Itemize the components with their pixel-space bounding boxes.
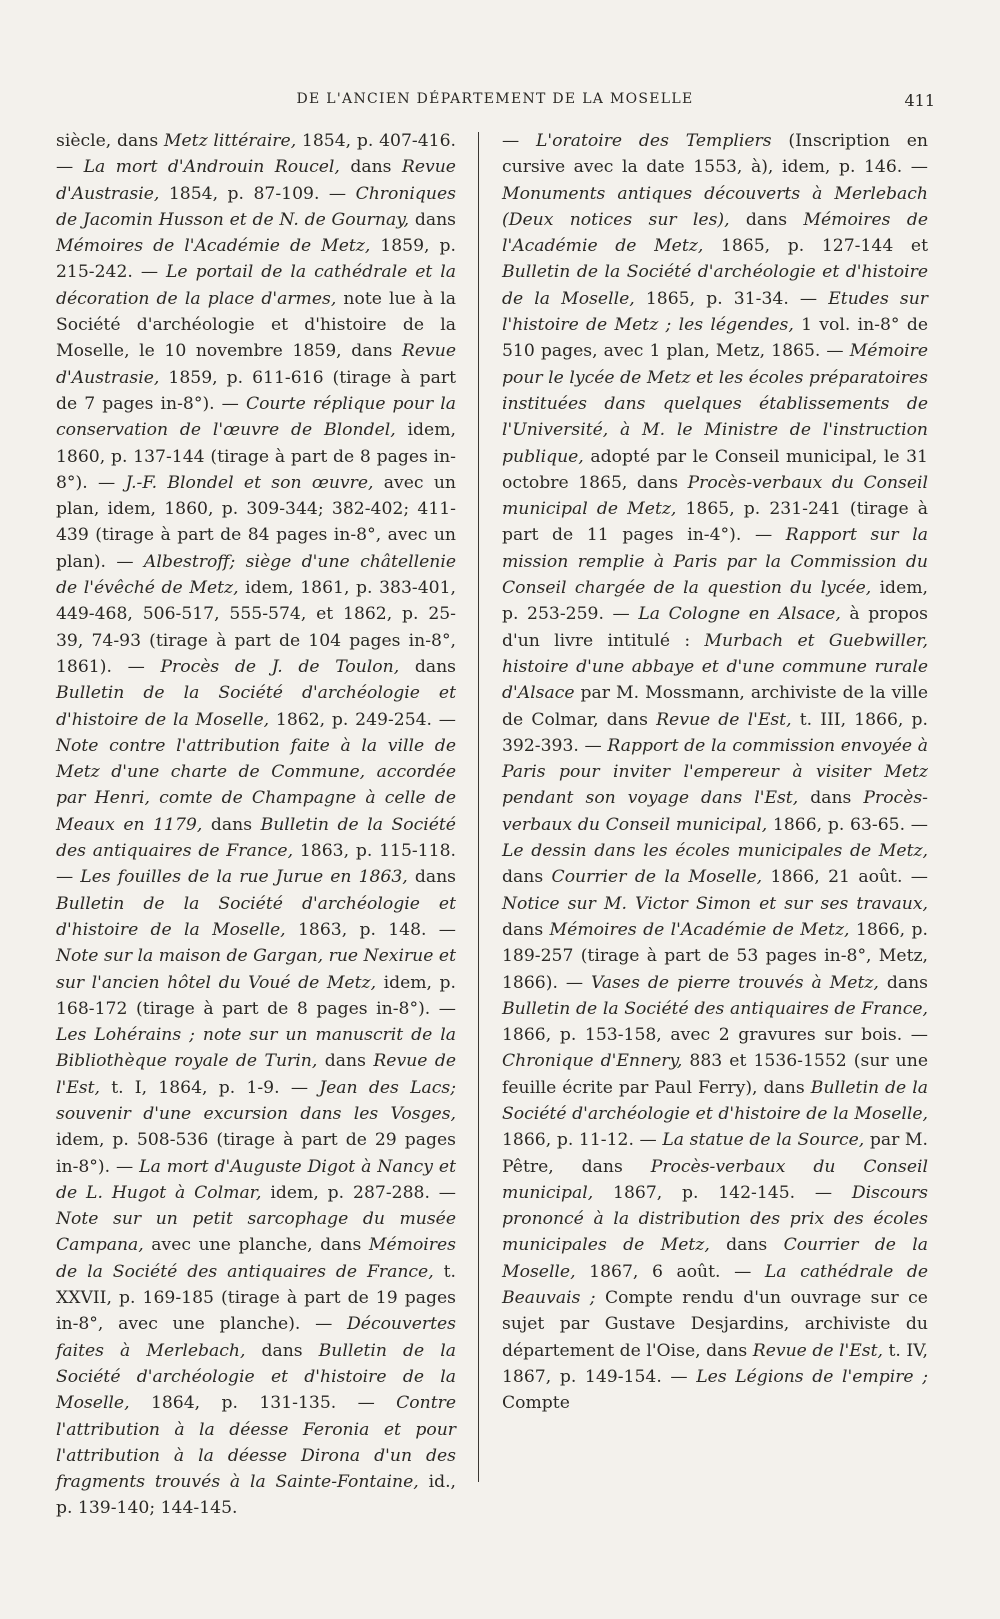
italic-run: Discours prononcé à la distribution des prix des écoles municipales de Metz, [502, 1182, 928, 1256]
text-run: (Inscription en cursive avec la date 1553, à), idem, p. 146. — [502, 131, 929, 178]
italic-run: Bulletin de la Société d'archéologie et d'histoire de la Moselle, [56, 1340, 456, 1414]
text-run: par M. Pêtre, dans [502, 1130, 928, 1177]
text-run: t. I, 1864, p. 1-9. — [99, 1077, 320, 1098]
italic-run: Monuments antiques découverts à Merlebach (Deux notices sur les), [502, 183, 928, 230]
text-run: 1854, p. 87-109. — [159, 183, 356, 204]
text-run: dans [407, 867, 457, 888]
italic-run: Courrier de la Moselle, [502, 1235, 928, 1282]
text-run: dans [878, 972, 928, 993]
italic-run: Procès de J. de Toulon, [160, 656, 400, 677]
text-run: t. XXVII, p. 169-185 (tirage à part de 19 pages in-8°, avec une planche). — [56, 1261, 456, 1335]
italic-run: La cathédrale de Beauvais ; [502, 1261, 928, 1309]
italic-run: Bulletin de la Société d'archéologie et d'histoire de la Moselle, [502, 262, 928, 309]
italic-run: L'oratoire des Templiers [536, 131, 772, 151]
text-run: 1862, p. 249-254. — [269, 709, 456, 730]
text-run: 1865, p. 31-34. — [634, 288, 829, 309]
italic-run: Bulletin de la Société d'archéologie et d'histoire de la Moselle, [502, 1077, 928, 1124]
text-run: dans [502, 919, 550, 940]
right-column [502, 128, 928, 1417]
italic-run: Bulletin de la Société des antiquaires de France, [56, 814, 456, 862]
page-header [55, 91, 935, 115]
italic-run: Note sur un petit sarcophage du musée Campana, [56, 1209, 456, 1256]
italic-run: Chroniques de Jacomin Husson et de N. de Gournay, [56, 183, 456, 230]
italic-run: La Cologne en Alsace, [638, 604, 841, 625]
text-run: dans [409, 209, 457, 230]
text-run: 1866, 21 août. — [762, 867, 928, 888]
text-run: dans [502, 867, 552, 888]
text-run: Compte [502, 1393, 570, 1414]
italic-run: Le dessin dans les écoles municipales de Metz, [502, 841, 928, 862]
italic-run: Notice sur M. Victor Simon et sur ses travaux, [502, 893, 928, 914]
italic-run: Albestroff; siège d'une châtellenie de l'évêché de Metz, [56, 551, 456, 599]
text-run: idem, p. 508-536 (tirage à part de 29 pages in-8°). — [56, 1130, 456, 1177]
italic-run: Procès-verbaux du Conseil municipal de Metz, [502, 472, 928, 520]
text-run: dans [245, 1340, 319, 1361]
right-column-text [502, 128, 928, 1417]
italic-run: Metz littéraire, [163, 131, 297, 151]
italic-run: La statue de la Source, [662, 1130, 865, 1151]
italic-run: Courte réplique pour la conservation de l'œuvre de Blondel, [56, 393, 456, 441]
italic-run: Note sur la maison de Gargan, rue Nexirue et sur l'ancien hôtel du Voué de Metz, [56, 946, 456, 993]
text-run: dans [317, 1051, 374, 1072]
text-run: idem, p. 168-172 (tirage à part de 8 pages in-8°). — [56, 972, 457, 1019]
italic-run: Découvertes faites à Merlebach, [56, 1314, 456, 1361]
text-run: par M. Mossmann, archiviste de la ville de Colmar, dans [502, 683, 928, 730]
italic-run: Mémoire pour le lycée de Metz et les écoles préparatoires instituées dans quelques établissements de l'Université, à M. le Ministre de l'instruction publique, [502, 341, 928, 467]
text-run: Compte rendu d'un ouvrage sur ce sujet par Gustave Desjardins, archiviste du département de l'Oise, dans [502, 1288, 928, 1361]
text-run: 1863, p. 115-118. — [56, 841, 456, 888]
italic-run: Rapport sur la mission remplie à Paris par la Commission du Conseil chargée de la question du lycée, [502, 525, 928, 599]
text-run: idem, 1861, p. 383-401, 449-468, 506-517, 555-574, et 1862, p. 25-39, 74-93 (tirage à part de 104 pages in-8°, 1861). — [56, 578, 457, 677]
italic-run: La mort d'Auguste Digot à Nancy et de L. Hugot à Colmar, [56, 1156, 456, 1203]
text-run: 1859, p. 215-242. — [56, 236, 456, 283]
text-run: 1854, p. 407-416. — [56, 131, 456, 178]
italic-run: Vases de pierre trouvés à Metz, [591, 972, 879, 993]
italic-run: La mort d'Androuin Roucel, [83, 157, 340, 178]
left-column [56, 128, 456, 1522]
italic-run: Jean des Lacs; souvenir d'une excursion dans les Vosges, [56, 1077, 456, 1124]
text-run: dans [798, 788, 864, 809]
text-run: siècle, dans [56, 131, 164, 151]
text-run: dans [399, 656, 457, 677]
text-run: dans [709, 1235, 784, 1256]
text-run: 1867, 6 août. — [575, 1261, 765, 1282]
italic-run: Chronique d'Ennery, [502, 1051, 683, 1072]
italic-run: Revue d'Austrasie, [56, 157, 456, 204]
text-run: dans [339, 157, 402, 178]
text-run: à propos d'un livre intitulé : [502, 604, 928, 651]
italic-run: Revue de l'Est, [656, 709, 792, 730]
text-run: 1865, p. 127-144 et [703, 236, 928, 257]
text-run: — [502, 131, 537, 151]
running-title: DE L'ANCIEN DÉPARTEMENT DE LA MOSELLE [296, 91, 694, 107]
italic-run: Bulletin de la Société d'archéologie et d'histoire de la Moselle, [56, 683, 456, 730]
left-column-text [56, 128, 456, 1522]
text-run: 1867, p. 142-145. — [593, 1182, 852, 1203]
text-run: idem, p. 253-259. — [502, 578, 928, 625]
text-run: 883 et 1536-1552 (sur une feuille écrite par Paul Ferry), dans [502, 1051, 928, 1098]
italic-run: Bulletin de la Société d'archéologie et d'histoire de la Moselle, [56, 893, 456, 940]
text-run: 1865, p. 231-241 (tirage à part de 11 pages in-4°). — [502, 499, 928, 546]
italic-run: Murbach et Guebwiller, histoire d'une abbaye et d'une commune rurale d'Alsace [502, 630, 928, 704]
italic-run: Le portail de la cathédrale et la décoration de la place d'armes, [56, 262, 457, 309]
text-run: adopté par le Conseil municipal, le 31 octobre 1865, dans [502, 446, 928, 493]
italic-run: Procès-verbaux du Conseil municipal, [502, 1156, 928, 1203]
italic-run: Les Lohérains ; note sur un manuscrit de la Bibliothèque royale de Turin, [56, 1025, 456, 1072]
italic-run: Bulletin de la Société des antiquaires de France, [502, 998, 928, 1019]
text-run: t. IV, 1867, p. 149-154. — [502, 1340, 928, 1387]
column-divider [478, 132, 479, 1482]
text-run: t. III, 1866, p. 392-393. — [502, 709, 928, 756]
text-run: 1863, p. 148. — [285, 919, 456, 940]
italic-run: Mémoires de l'Académie de Metz, [549, 919, 850, 940]
italic-run: J.-F. Blondel et son œuvre, [125, 472, 374, 493]
text-run: 1866, p. 63-65. — [767, 814, 928, 835]
italic-run: Procès-verbaux du Conseil municipal, [502, 788, 928, 835]
italic-run: Les fouilles de la rue Jurue en 1863, [80, 867, 408, 888]
text-run: 1 vol. in-8° de 510 pages, avec 1 plan, Metz, 1865. — [502, 315, 928, 362]
italic-run: Mémoires de l'Académie de Metz, [502, 209, 928, 257]
text-run: 1864, p. 131-135. — [129, 1393, 397, 1414]
text-run: idem, 1860, p. 137-144 (tirage à part de 8 pages in-8°). — [56, 420, 456, 493]
italic-run: Revue d'Austrasie, [56, 341, 456, 388]
text-run: dans [729, 209, 804, 230]
italic-run: Revue de l'Est, [752, 1340, 883, 1361]
text-run: 1866, p. 189-257 (tirage à part de 53 pages in-8°, Metz, 1866). — [502, 919, 928, 993]
text-run: avec une planche, dans [143, 1235, 369, 1256]
italic-run: Mémoires de l'Académie de Metz, [56, 236, 371, 257]
italic-run: Etudes sur l'histoire de Metz ; les légendes, [502, 288, 928, 336]
italic-run: Mémoires de la Société des antiquaires de France, [56, 1235, 456, 1282]
text-run: dans [202, 814, 261, 835]
text-run: avec un plan, idem, 1860, p. 309-344; 382-402; 411-439 (tirage à part de 84 pages in-8°, avec un plan). — [56, 472, 456, 572]
italic-run: Courrier de la Moselle, [551, 867, 763, 888]
page-number: 411 [904, 91, 935, 110]
italic-run: Note contre l'attribution faite à la ville de Metz d'une charte de Commune, accordée par Henri, comte de Champagne à celle de Meaux en 1179, [56, 735, 456, 835]
italic-run: Rapport de la commission envoyée à Paris pour inviter l'empereur à visiter Metz pendant son voyage dans l'Est, [502, 735, 928, 809]
text-run: 1866, p. 153-158, avec 2 gravures sur bois. — [502, 1025, 928, 1046]
text-run: id., p. 139-140; 144-145. [56, 1472, 456, 1519]
text-run: note lue à la Société d'archéologie et d'histoire de la Moselle, le 10 novembre 1859, dans [56, 288, 456, 362]
italic-run: Les Légions de l'empire ; [696, 1366, 928, 1387]
text-run: 1859, p. 611-616 (tirage à part de 7 pages in-8°). — [56, 367, 456, 414]
italic-run: Contre l'attribution à la déesse Feronia et pour l'attribution à la déesse Dirona d'un des fragments trouvés à la Sainte-Fontaine, [56, 1393, 456, 1493]
text-run: 1866, p. 11-12. — [502, 1130, 663, 1151]
italic-run: Revue de l'Est, [56, 1051, 456, 1098]
text-run: idem, p. 287-288. — [261, 1182, 456, 1203]
